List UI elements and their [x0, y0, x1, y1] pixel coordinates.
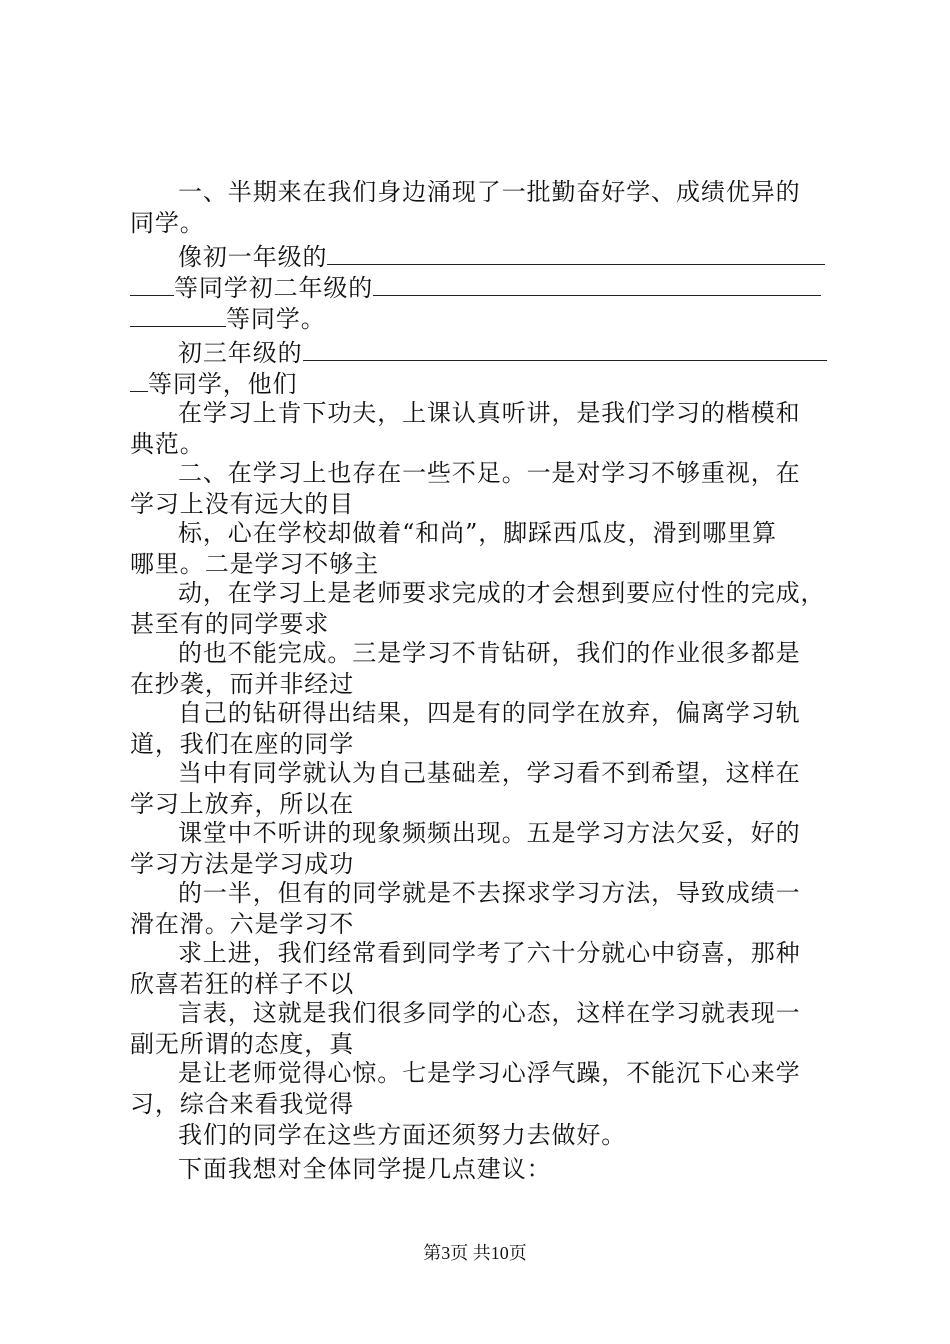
text-line: 动，在学习上是老师要求完成的才会想到要应付性的完成， [178, 579, 826, 607]
fill-in-line [178, 240, 835, 274]
fill-in-line [130, 271, 835, 305]
text-line: 在学习上肯下功夫，上课认真听讲，是我们学习的楷模和 [178, 399, 801, 427]
text-line: 是让老师觉得心惊。七是学习心浮气躁，不能沉下心来学 [178, 1059, 801, 1087]
blank-underline [303, 340, 827, 361]
text-line: 学习方法是学习成功 [130, 850, 355, 878]
text-line: 我们的同学在这些方面还须努力去做好。 [178, 1121, 627, 1149]
text-line: 滑在滑。六是学习不 [130, 910, 355, 938]
text-line: 自己的钻研得出结果，四是有的同学在放弃，偏离学习轨 [178, 699, 801, 727]
text-line: 言表，这就是我们很多同学的心态，这样在学习就表现一 [178, 999, 801, 1027]
text-line: 欣喜若狂的样子不以 [130, 970, 355, 998]
text-line: 课堂中不听讲的现象频频出现。五是学习方法欠妥，好的 [178, 819, 801, 847]
text-fragment: 等同学初二年级的 [174, 274, 374, 302]
blank-underline [373, 275, 821, 296]
text-line: 二、在学习上也存在一些不足。一是对学习不够重视，在 [178, 459, 801, 487]
text-line: 的一半，但有的同学就是不去探求学习方法，导致成绩一 [178, 879, 801, 907]
text-fragment: 初三年级的 [178, 339, 303, 367]
text-fragment: 像初一年级的 [178, 243, 328, 271]
text-line: 同学。 [130, 209, 205, 237]
text-line: 典范。 [130, 430, 205, 458]
text-line: 道，我们在座的同学 [130, 730, 355, 758]
text-line: 哪里。二是学习不够主 [130, 550, 379, 578]
text-line: 学习上放弃，所以在 [130, 790, 355, 818]
text-line: 在抄袭，而并非经过 [130, 670, 355, 698]
text-line: 甚至有的同学要求 [130, 610, 330, 638]
blank-underline [130, 371, 148, 392]
text-line: 当中有同学就认为自己基础差，学习看不到希望，这样在 [178, 759, 801, 787]
blank-underline [130, 275, 174, 296]
page-number-footer: 第3页 共10页 [423, 1243, 527, 1263]
blank-underline [130, 306, 226, 327]
text-line: 求上进，我们经常看到同学考了六十分就心中窃喜，那种 [178, 939, 801, 967]
blank-underline [327, 244, 825, 265]
fill-in-line [130, 302, 835, 336]
text-line: 学习上没有远大的目 [130, 490, 355, 518]
text-line: 副无所谓的态度，真 [130, 1030, 355, 1058]
text-line: 下面我想对全体同学提几点建议： [178, 1155, 552, 1183]
text-line: 标，心在学校却做着“和尚”，脚踩西瓜皮，滑到哪里算 [178, 519, 778, 547]
fill-in-line [178, 336, 835, 370]
text-line: 习，综合来看我觉得 [130, 1090, 355, 1118]
text-line: 的也不能完成。三是学习不肯钻研，我们的作业很多都是 [178, 639, 801, 667]
text-fragment: 等同学，他们 [148, 370, 298, 398]
text-fragment: 等同学。 [226, 305, 326, 333]
text-line: 一、半期来在我们身边涌现了一批勤奋好学、成绩优异的 [178, 178, 801, 206]
